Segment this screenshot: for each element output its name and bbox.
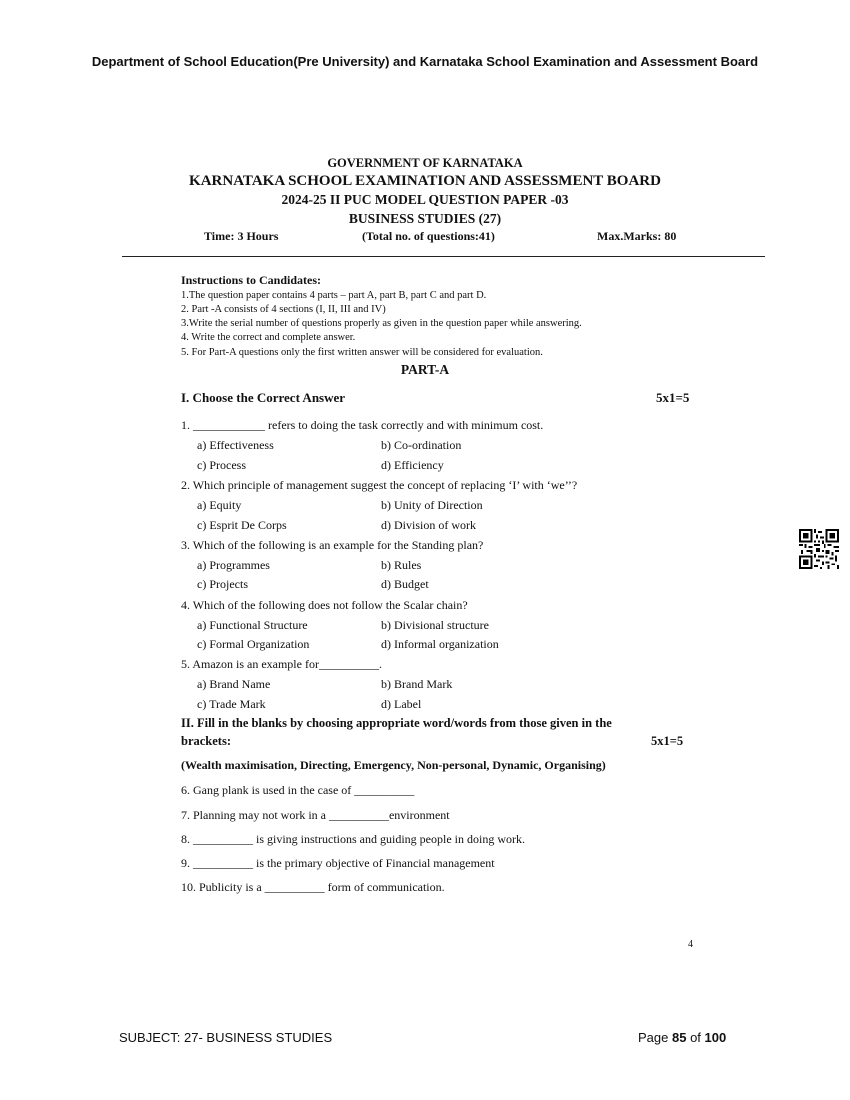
option-b: b) Brand Mark bbox=[381, 677, 453, 691]
question-3: 3. Which of the following is an example for the Standing plan? bbox=[181, 538, 484, 552]
option-b: b) Divisional structure bbox=[381, 618, 489, 632]
option-c: c) Projects bbox=[197, 577, 248, 591]
question-2: 2. Which principle of management suggest the concept of replacing ‘I’ with ‘we’’? bbox=[181, 478, 578, 492]
question-10: 10. Publicity is a __________ form of communication. bbox=[181, 880, 445, 894]
option-d: d) Efficiency bbox=[381, 458, 444, 472]
option-d: d) Division of work bbox=[381, 518, 476, 532]
subject-heading: BUSINESS STUDIES (27) bbox=[348, 211, 502, 226]
instruction-item: 5. For Part-A questions only the first written answer will be considered for evaluation. bbox=[181, 347, 543, 358]
max-marks: Max.Marks: 80 bbox=[597, 229, 677, 243]
option-a: a) Effectiveness bbox=[197, 438, 274, 452]
option-a: a) Programmes bbox=[197, 558, 270, 572]
question-8: 8. __________ is giving instructions and guiding people in doing work. bbox=[181, 832, 525, 846]
total-questions: (Total no. of questions:41) bbox=[362, 229, 495, 243]
page-total: 100 bbox=[704, 1030, 727, 1045]
page-header: Department of School Education(Pre University) and Karnataka School Examination and Assessment Board bbox=[91, 54, 759, 69]
instruction-item: 4. Write the correct and complete answer. bbox=[181, 332, 356, 343]
question-7: 7. Planning may not work in a __________environment bbox=[181, 808, 450, 822]
question-1: 1. ____________ refers to doing the task correctly and with minimum cost. bbox=[181, 418, 544, 432]
question-9: 9. __________ is the primary objective of Financial management bbox=[181, 856, 495, 870]
section2-title-line2: brackets: bbox=[181, 734, 231, 748]
board-heading: KARNATAKA SCHOOL EXAMINATION AND ASSESSMENT BOARD bbox=[189, 173, 661, 189]
section1-title: I. Choose the Correct Answer bbox=[181, 390, 346, 405]
paper-title: 2024-25 II PUC MODEL QUESTION PAPER -03 bbox=[281, 192, 569, 207]
qr-code-icon bbox=[799, 529, 839, 569]
instructions-title: Instructions to Candidates: bbox=[181, 273, 322, 287]
header-divider bbox=[122, 256, 765, 257]
footer-page-number bbox=[638, 1030, 726, 1045]
option-b: b) Co-ordination bbox=[381, 438, 462, 452]
option-b: b) Unity of Direction bbox=[381, 498, 483, 512]
option-a: a) Brand Name bbox=[197, 677, 271, 691]
section2-marks: 5x1=5 bbox=[651, 734, 684, 748]
govt-heading: GOVERNMENT OF KARNATAKA bbox=[327, 156, 523, 170]
inner-page-number: 4 bbox=[688, 939, 693, 950]
question-6: 6. Gang plank is used in the case of __________ bbox=[181, 783, 415, 797]
instruction-item: 2. Part -A consists of 4 sections (I, II, III and IV) bbox=[181, 304, 386, 315]
page-of: of bbox=[686, 1030, 705, 1045]
page-current: 85 bbox=[671, 1030, 687, 1045]
option-a: a) Functional Structure bbox=[197, 618, 308, 632]
option-b: b) Rules bbox=[381, 558, 422, 572]
option-c: c) Esprit De Corps bbox=[197, 518, 287, 532]
question-5: 5. Amazon is an example for__________. bbox=[181, 657, 382, 671]
instruction-item: 3.Write the serial number of questions properly as given in the question paper while answering. bbox=[181, 318, 582, 329]
word-bank: (Wealth maximisation, Directing, Emergency, Non-personal, Dynamic, Organising) bbox=[181, 758, 606, 772]
footer-subject: SUBJECT: 27- BUSINESS STUDIES bbox=[119, 1030, 333, 1045]
time-label: Time: 3 Hours bbox=[204, 229, 279, 243]
option-d: d) Label bbox=[381, 697, 422, 711]
option-c: c) Formal Organization bbox=[197, 637, 310, 651]
part-a-heading: PART-A bbox=[400, 362, 450, 377]
instruction-item: 1.The question paper contains 4 parts – part A, part B, part C and part D. bbox=[181, 290, 487, 301]
option-a: a) Equity bbox=[197, 498, 242, 512]
option-c: c) Trade Mark bbox=[197, 697, 266, 711]
option-c: c) Process bbox=[197, 458, 246, 472]
section1-marks: 5x1=5 bbox=[656, 390, 690, 405]
option-d: d) Budget bbox=[381, 577, 429, 591]
page-prefix: Page bbox=[638, 1030, 672, 1045]
option-d: d) Informal organization bbox=[381, 637, 499, 651]
section2-title-line1: II. Fill in the blanks by choosing appropriate word/words from those given in the bbox=[181, 716, 612, 730]
question-4: 4. Which of the following does not follow the Scalar chain? bbox=[181, 598, 468, 612]
